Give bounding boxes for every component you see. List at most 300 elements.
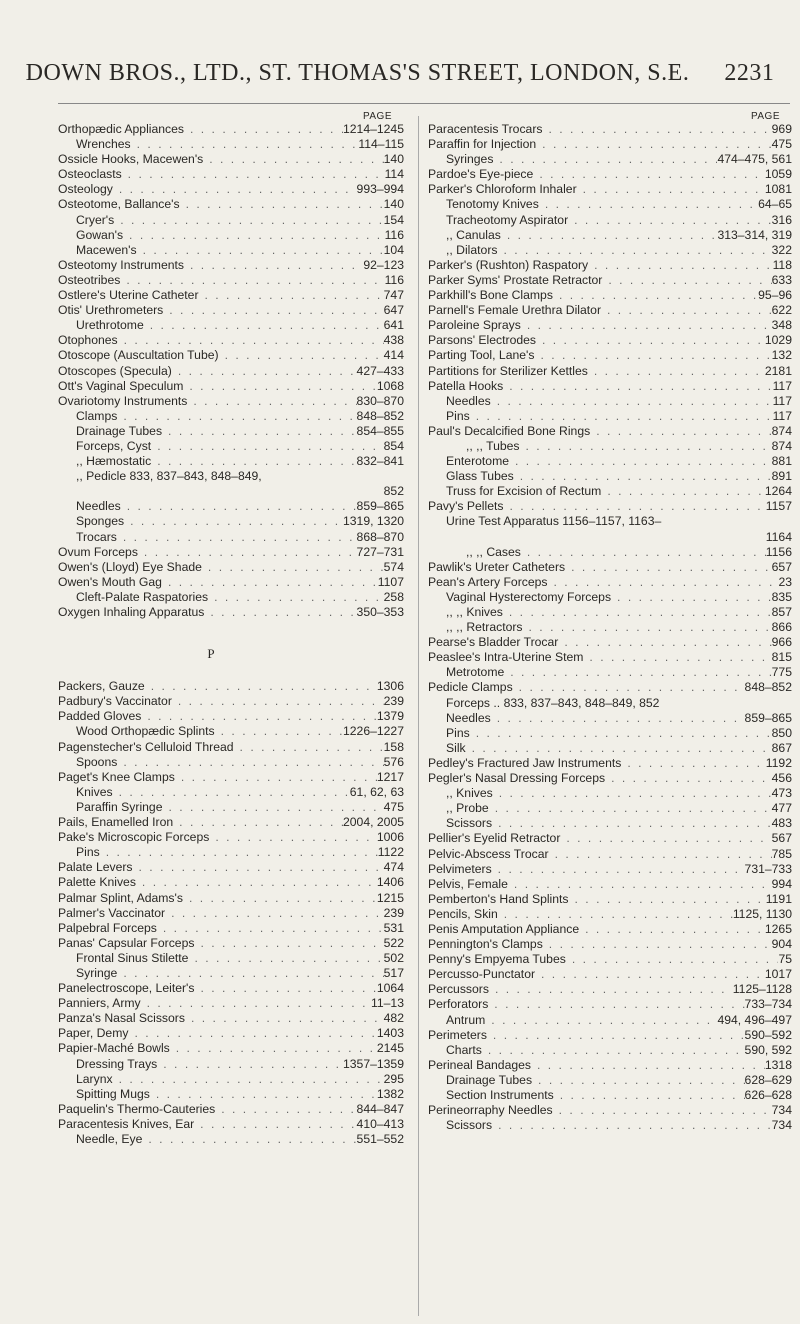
index-entry — [428, 877, 792, 892]
leader-dots — [203, 152, 383, 167]
entry-pages: 590, 592 — [744, 1042, 792, 1057]
entry-pages: 482 — [383, 1011, 404, 1026]
leader-dots — [504, 665, 771, 680]
entry-term: Otis' Urethrometers — [58, 303, 164, 318]
entry-pages: 438 — [383, 333, 404, 348]
index-entry — [428, 696, 792, 711]
leader-dots — [144, 318, 384, 333]
leader-dots — [558, 635, 771, 650]
entry-pages: 1081 — [764, 182, 792, 197]
entry-term: Syringes — [446, 152, 494, 167]
index-entry — [58, 815, 404, 830]
leader-dots — [141, 709, 377, 724]
entry-pages: 1125, 1130 — [732, 906, 792, 921]
leader-dots — [137, 243, 384, 258]
entry-term: Parting Tool, Lane's — [428, 348, 535, 363]
entry-term: Pins — [76, 845, 100, 860]
entry-term: ,, ,, Retractors — [446, 620, 523, 635]
entry-term: Pins — [446, 408, 470, 423]
entry-pages: 1214–1245 — [342, 122, 404, 136]
entry-term: Panniers, Army — [58, 996, 141, 1011]
leader-dots — [123, 228, 385, 243]
entry-term: Ovum Forceps — [58, 544, 138, 559]
entry-pages: 633 — [771, 272, 792, 287]
leader-dots — [202, 560, 384, 575]
entry-term: Pake's Microscopic Forceps — [58, 830, 210, 845]
entry-term: Osteology — [58, 182, 113, 197]
leader-dots — [520, 439, 772, 454]
entry-term: Parker's Chloroform Inhaler — [428, 182, 577, 197]
entry-term: Paracentesis Trocars — [428, 122, 543, 136]
entry-term: Metrotome — [446, 665, 505, 680]
entry-pages: 414 — [383, 348, 404, 363]
entry-pages: 517 — [383, 965, 404, 980]
entry-term: Owen's (Lloyd) Eye Shade — [58, 559, 202, 574]
leader-dots — [553, 288, 758, 303]
leader-dots — [513, 680, 745, 695]
entry-pages: 854 — [383, 438, 404, 453]
entry-term: Pean's Artery Forceps — [428, 574, 548, 589]
entry-pages: 1059 — [764, 167, 792, 182]
entry-pages: 473 — [771, 786, 792, 801]
entry-pages: 295 — [383, 1071, 404, 1086]
entry-term: Pegler's Nasal Dressing Forceps — [428, 771, 606, 786]
entry-term: Cleft-Palate Raspatories — [76, 589, 209, 604]
leader-dots — [602, 273, 771, 288]
index-entry — [58, 936, 404, 951]
section-gap-small — [58, 664, 404, 679]
entry-pages: 830–870 — [356, 393, 404, 408]
entry-pages: 1306 — [376, 679, 404, 694]
entry-term: Parsons' Electrodes — [428, 333, 537, 348]
leader-dots — [172, 694, 384, 709]
entry-term: Scissors — [446, 816, 493, 831]
index-entry — [428, 1118, 792, 1133]
entry-pages: 1017 — [764, 967, 792, 982]
leader-dots — [523, 620, 772, 635]
entry-pages: 1068 — [376, 378, 404, 393]
entry-term: Pawlik's Ureter Catheters — [428, 559, 566, 574]
index-entry — [428, 816, 792, 831]
entry-term: Pelvic-Abscess Trocar — [428, 846, 549, 861]
leader-dots — [136, 875, 377, 890]
index-entry — [428, 152, 792, 167]
index-entry — [428, 650, 792, 665]
leader-dots — [194, 1117, 356, 1132]
entry-term: Needles — [76, 499, 121, 514]
entry-pages: 854–855 — [356, 423, 404, 438]
leader-dots — [579, 922, 765, 937]
leader-dots — [491, 711, 745, 726]
index-entry — [428, 379, 792, 394]
entry-pages: 904 — [771, 937, 792, 952]
index-entry — [58, 575, 404, 590]
entry-term: Packers, Gauze — [58, 679, 145, 694]
entry-pages: 574 — [383, 559, 404, 574]
entry-term: Pins — [446, 725, 470, 740]
entry-pages: 140 — [383, 152, 404, 167]
index-entry — [428, 333, 792, 348]
entry-pages: 322 — [771, 242, 792, 257]
leader-dots — [509, 454, 772, 469]
entry-pages: 427–433 — [356, 363, 404, 378]
leader-dots — [187, 394, 356, 409]
leader-dots — [170, 1041, 377, 1056]
entry-term: Palmar Splint, Adams's — [58, 890, 183, 905]
entry-pages: 727–731 — [356, 544, 404, 559]
leader-dots — [521, 318, 772, 333]
index-entry — [428, 394, 792, 409]
entry-pages: 313–314, 319 — [717, 227, 792, 242]
entry-pages: 868–870 — [356, 529, 404, 544]
entry-term: Panza's Nasal Scissors — [58, 1011, 185, 1026]
index-entry — [428, 711, 792, 726]
entry-pages: 239 — [383, 694, 404, 709]
index-entry — [58, 921, 404, 936]
entry-term: Percussors — [428, 982, 489, 997]
entry-pages: 61, 62, 63 — [349, 784, 404, 799]
index-entry — [58, 213, 404, 228]
entry-pages: 239 — [383, 905, 404, 920]
entry-term: Panelectroscope, Leiter's — [58, 981, 195, 996]
entry-pages: 859–865 — [744, 710, 792, 725]
entry-pages: 994 — [771, 876, 792, 891]
index-entry — [428, 364, 792, 379]
leader-dots — [470, 409, 773, 424]
entry-term: ,, Canulas — [446, 227, 501, 242]
entry-term: Oxygen Inhaling Apparatus — [58, 605, 205, 619]
leader-dots — [470, 726, 772, 741]
index-entry — [58, 830, 404, 845]
index-entry — [428, 786, 792, 801]
index-entry — [58, 694, 404, 709]
leader-dots — [560, 831, 771, 846]
page-header — [0, 60, 800, 87]
entry-term: Spitting Mugs — [76, 1086, 150, 1101]
index-entry — [58, 1102, 404, 1117]
entry-term: Parker Syms' Prostate Retractor — [428, 272, 603, 287]
leader-dots — [121, 499, 357, 514]
entry-pages: 1264 — [764, 484, 792, 499]
leader-dots — [577, 182, 765, 197]
entry-pages: 410–413 — [356, 1116, 404, 1131]
entry-term: Tenotomy Knives — [446, 197, 539, 212]
leader-dots — [184, 122, 343, 137]
entry-term: Drainage Tubes — [446, 1072, 533, 1087]
entry-term: Vaginal Hysterectomy Forceps — [446, 589, 612, 604]
entry-pages: 731–733 — [744, 861, 792, 876]
entry-pages: 531 — [383, 920, 404, 935]
index-entry — [428, 137, 792, 152]
entry-term: ,, Knives — [446, 786, 493, 801]
entry-term: Paget's Knee Clamps — [58, 769, 175, 784]
entry-pages: 114–115 — [358, 137, 404, 152]
leader-dots — [194, 936, 383, 951]
entry-term: Larynx — [76, 1071, 113, 1086]
entry-pages: 1107 — [377, 574, 404, 589]
leader-dots — [553, 1103, 772, 1118]
entry-pages: 494, 496–497 — [717, 1012, 792, 1027]
index-entry — [428, 514, 792, 529]
entry-term: Palpebral Forceps — [58, 920, 157, 935]
leader-dots — [569, 892, 766, 907]
index-entry — [58, 1026, 404, 1041]
index-entry — [58, 1087, 404, 1102]
entry-term: Gowan's — [76, 227, 124, 242]
entry-term: Needles — [446, 393, 491, 408]
leader-dots — [501, 228, 718, 243]
index-entry — [428, 318, 792, 333]
entry-term: Antrum — [446, 1012, 486, 1027]
index-entry — [58, 484, 404, 499]
leader-dots — [590, 424, 771, 439]
entry-term: ,, Hæmostatic — [76, 454, 152, 469]
entry-pages: 1164 — [765, 529, 792, 544]
leader-dots — [492, 1118, 772, 1133]
index-entry — [428, 454, 792, 469]
entry-term: Ossicle Hooks, Macewen's — [58, 152, 204, 167]
index-entry — [428, 1013, 792, 1028]
index-entry — [428, 409, 792, 424]
entry-term: Cryer's — [76, 212, 115, 227]
entry-pages: 881 — [771, 454, 792, 469]
entry-pages: 522 — [383, 935, 404, 950]
entry-pages: 657 — [771, 559, 792, 574]
index-entry — [58, 1041, 404, 1056]
leader-dots — [113, 182, 357, 197]
entry-term: Paroleine Sprays — [428, 318, 521, 333]
index-entry — [58, 439, 404, 454]
entry-term: Perimeters — [428, 1027, 487, 1042]
entry-pages: 734 — [771, 1118, 792, 1133]
index-entry — [428, 348, 792, 363]
entry-pages: 158 — [383, 739, 404, 754]
index-entry — [428, 892, 792, 907]
left-entries-p — [58, 679, 404, 1147]
entry-term: Pemberton's Hand Splints — [428, 891, 569, 906]
leader-dots — [503, 499, 765, 514]
entry-pages: 1357–1359 — [342, 1056, 404, 1071]
leader-dots — [117, 966, 383, 981]
entry-pages: 475 — [771, 137, 792, 152]
index-entry — [58, 545, 404, 560]
index-entry — [58, 1072, 404, 1087]
page-column-label: PAGE — [362, 111, 392, 122]
index-entry — [428, 605, 792, 620]
index-entry — [58, 243, 404, 258]
index-entry — [428, 590, 792, 605]
entry-pages: 95–96 — [758, 288, 792, 303]
index-entry — [428, 756, 792, 771]
leader-dots — [521, 545, 766, 560]
index-entry — [58, 1011, 404, 1026]
entry-term: Percusso-Punctator — [428, 967, 536, 982]
entry-term: Paper, Demy — [58, 1026, 129, 1041]
leader-dots — [488, 997, 744, 1012]
entry-pages: 502 — [383, 950, 404, 965]
index-entry — [428, 680, 792, 695]
leader-dots — [611, 590, 772, 605]
entry-pages: 1217 — [376, 769, 404, 784]
entry-pages: 590–592 — [744, 1027, 792, 1042]
entry-pages: 815 — [771, 650, 792, 665]
entry-term: ,, ,, Tubes — [466, 438, 520, 453]
entry-term: Pardoe's Eye-piece — [428, 167, 534, 182]
index-entry — [58, 303, 404, 318]
index-entry — [428, 499, 792, 514]
index-entry — [58, 996, 404, 1011]
leader-dots — [536, 137, 771, 152]
index-entry — [428, 635, 792, 650]
index-entry — [428, 258, 792, 273]
entry-term: Enterotome — [446, 454, 510, 469]
index-entry — [428, 545, 792, 560]
entry-pages: 966 — [771, 635, 792, 650]
leader-dots — [183, 379, 376, 394]
entry-term: Osteotome, Ballance's — [58, 197, 180, 212]
leader-dots — [165, 906, 384, 921]
entry-term: Paraffin for Injection — [428, 137, 537, 152]
leader-dots — [215, 724, 343, 739]
index-entry — [428, 122, 792, 137]
index-entry — [428, 922, 792, 937]
entry-pages: 859–865 — [356, 499, 404, 514]
entry-pages: 1403 — [376, 1026, 404, 1041]
leader-dots — [549, 847, 772, 862]
entry-term: Pelvimeters — [428, 861, 492, 876]
entry-pages: 747 — [383, 288, 404, 303]
entry-pages: 104 — [383, 242, 404, 257]
entry-term: Orthopædic Appliances — [58, 122, 185, 136]
index-entry — [58, 514, 404, 529]
leader-dots — [487, 1028, 745, 1043]
entry-pages: 622 — [771, 303, 792, 318]
leader-dots — [162, 575, 378, 590]
entry-pages: 258 — [383, 589, 404, 604]
entry-term: Palate Levers — [58, 860, 133, 875]
index-entry — [428, 952, 792, 967]
index-entry — [58, 273, 404, 288]
index-entry — [58, 288, 404, 303]
entry-pages: 628–629 — [744, 1072, 792, 1087]
entry-term: Scissors — [446, 1118, 493, 1133]
entry-pages: 132 — [771, 348, 792, 363]
leader-dots — [535, 967, 765, 982]
entry-term: Macewen's — [76, 242, 137, 257]
entry-term: Trocars — [76, 529, 117, 544]
entry-pages: 1406 — [376, 875, 404, 890]
leader-dots — [533, 167, 765, 182]
index-entry — [428, 182, 792, 197]
entry-term: Pails, Enamelled Iron — [58, 815, 174, 830]
entry-pages: 2181 — [764, 363, 792, 378]
index-entry — [428, 1058, 792, 1073]
index-entry — [58, 182, 404, 197]
index-entry — [58, 891, 404, 906]
entry-pages: 852 — [383, 484, 404, 499]
leader-dots — [113, 1072, 384, 1087]
index-entry — [58, 530, 404, 545]
index-entry — [58, 560, 404, 575]
section-letter: P — [207, 646, 215, 662]
entry-pages: 1064 — [376, 981, 404, 996]
entry-term: Pencils, Skin — [428, 906, 498, 921]
entry-pages: 576 — [383, 754, 404, 769]
leader-dots — [534, 348, 771, 363]
leader-dots — [122, 167, 385, 182]
left-column — [58, 106, 404, 1147]
entry-term: Parker's (Rushton) Raspatory — [428, 257, 589, 272]
entry-pages: 1192 — [765, 755, 792, 770]
entry-pages: 1382 — [376, 1086, 404, 1101]
index-entry — [58, 1117, 404, 1132]
entry-term: Perineal Bandages — [428, 1057, 531, 1072]
entry-pages: 2004, 2005 — [343, 815, 404, 830]
entry-term: Needles — [446, 710, 491, 725]
leader-dots — [532, 1073, 745, 1088]
index-entry — [428, 620, 792, 635]
entry-pages: 835 — [771, 589, 792, 604]
leader-dots — [142, 1132, 356, 1147]
leader-dots — [542, 122, 771, 137]
leader-dots — [120, 273, 384, 288]
entry-pages: 832–841 — [356, 454, 404, 469]
index-entry — [58, 951, 404, 966]
index-entry — [58, 379, 404, 394]
entry-term: Pelvis, Female — [428, 876, 508, 891]
entry-term: Ovariotomy Instruments — [58, 393, 188, 408]
entry-term: Drainage Tubes — [76, 423, 163, 438]
index-entry — [58, 228, 404, 243]
index-entry — [58, 875, 404, 890]
leader-dots — [150, 1087, 377, 1102]
entry-pages: 1157 — [765, 499, 792, 514]
entry-pages: 114 — [384, 167, 404, 182]
index-entry — [428, 288, 792, 303]
entry-pages: 92–123 — [363, 257, 404, 272]
entry-pages: 75 — [778, 952, 792, 967]
entry-pages: 140 — [383, 197, 404, 212]
entry-pages: 11–13 — [371, 996, 404, 1011]
entry-pages: 733–734 — [744, 997, 792, 1012]
index-entry — [428, 937, 792, 952]
leader-dots — [175, 770, 377, 785]
entry-pages: 64–65 — [758, 197, 792, 212]
entry-pages: 1006 — [376, 830, 404, 845]
entry-pages: 993–994 — [356, 182, 404, 197]
entry-pages: 1122 — [377, 845, 404, 860]
index-entry — [428, 197, 792, 212]
right-column — [428, 106, 792, 1133]
entry-pages: 867 — [771, 740, 792, 755]
entry-pages: 626–628 — [744, 1088, 792, 1102]
leader-dots — [493, 152, 717, 167]
leader-dots — [621, 756, 765, 771]
header-rule — [58, 103, 790, 104]
entry-pages: 154 — [383, 212, 404, 227]
index-entry — [428, 243, 792, 258]
leader-dots — [131, 137, 359, 152]
index-entry — [428, 575, 792, 590]
leader-dots — [605, 771, 772, 786]
entry-term: Glass Tubes — [446, 469, 514, 484]
entry-pages: 551–552 — [356, 1132, 404, 1146]
entry-term: Tracheotomy Aspirator — [446, 212, 569, 227]
leader-dots — [568, 213, 772, 228]
index-entry — [428, 967, 792, 982]
entry-term: Urine Test Apparatus 1156–1157, 1163– — [446, 514, 662, 529]
index-entry — [428, 560, 792, 575]
